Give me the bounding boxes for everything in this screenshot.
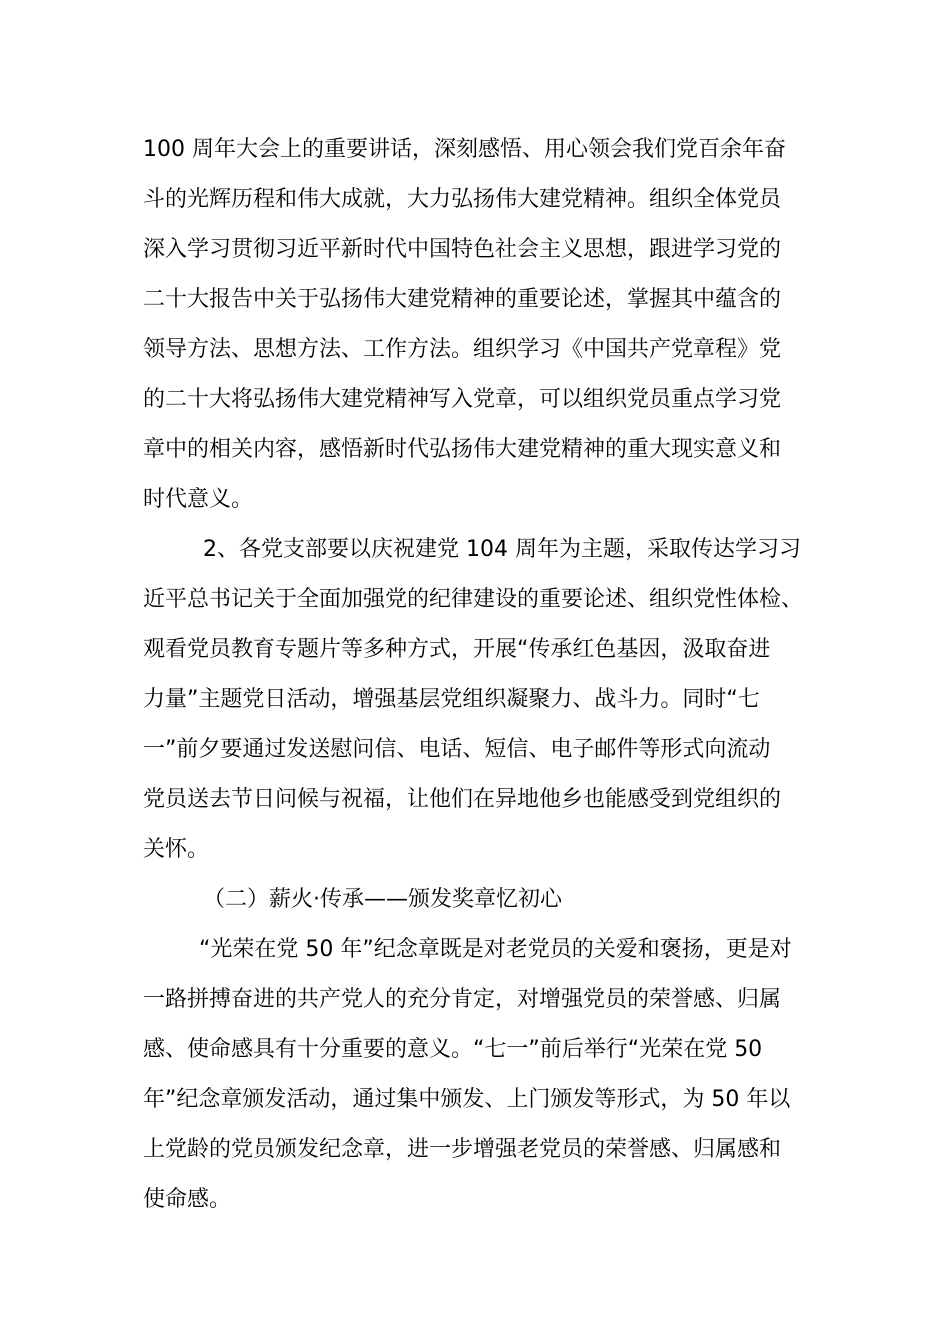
section-heading: （二）薪火·传承——颁发奖章忆初心: [203, 887, 562, 912]
text-line: 领导方法、思想方法、工作方法。组织学习《中国共产党章程》党: [143, 337, 782, 362]
text-line: 观看党员教育专题片等多种方式，开展“传承红色基因，汲取奋进: [143, 637, 771, 662]
text-line: 斗的光辉历程和伟大成就，大力弘扬伟大建党精神。组织全体党员: [143, 187, 782, 212]
text-line: 一”前夕要通过发送慰问信、电话、短信、电子邮件等形式向流动: [143, 737, 771, 762]
text-line: 感、使命感具有十分重要的意义。“七一”前后举行“光荣在党 50: [143, 1037, 763, 1062]
text-line: 100 周年大会上的重要讲话，深刻感悟、用心领会我们党百余年奋: [143, 137, 786, 162]
text-line: 关怀。: [143, 837, 210, 862]
text-line: 章中的相关内容，感悟新时代弘扬伟大建党精神的重大现实意义和: [143, 437, 782, 462]
text-line: 力量”主题党日活动，增强基层党组织凝聚力、战斗力。同时“七: [143, 687, 760, 712]
paragraph-3-first-line: “光荣在党 50 年”纪念章既是对老党员的关爱和褒扬，更是对: [199, 937, 792, 962]
text-line: 党员送去节日问候与祝福，让他们在异地他乡也能感受到党组织的: [143, 787, 782, 812]
text-line: 一路拼搏奋进的共产党人的充分肯定，对增强党员的荣誉感、归属: [143, 987, 782, 1012]
text-line: 年”纪念章颁发活动，通过集中颁发、上门颁发等形式，为 50 年以: [143, 1087, 791, 1112]
text-line: 深入学习贯彻习近平新时代中国特色社会主义思想，跟进学习党的: [143, 237, 782, 262]
text-line: 的二十大将弘扬伟大建党精神写入党章，可以组织党员重点学习党: [143, 387, 782, 412]
text-line: 近平总书记关于全面加强党的纪律建设的重要论述、组织党性体检、: [143, 587, 804, 612]
text-line: 使命感。: [143, 1187, 232, 1212]
text-line: 上党龄的党员颁发纪念章，进一步增强老党员的荣誉感、归属感和: [143, 1137, 782, 1162]
text-line: 时代意义。: [143, 487, 254, 512]
text-line: 二十大报告中关于弘扬伟大建党精神的重要论述，掌握其中蕴含的: [143, 287, 782, 312]
paragraph-2-first-line: 2、各党支部要以庆祝建党 104 周年为主题，采取传达学习习: [203, 537, 801, 562]
